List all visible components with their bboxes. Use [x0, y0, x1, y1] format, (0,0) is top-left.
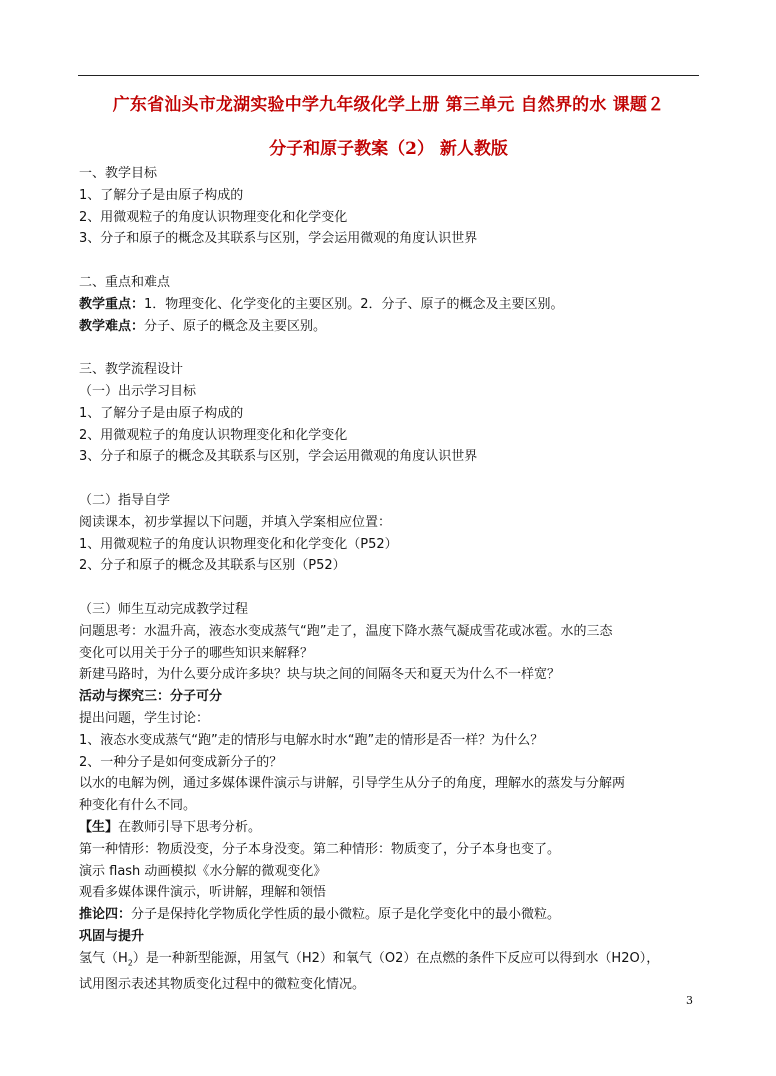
list-item: 2、用微观粒子的角度认识物理变化和化学变化	[79, 209, 348, 225]
consolidate-heading-text: 巩固与提升	[79, 928, 145, 944]
watch-text: 观看多媒体课件演示，听讲解，理解和领悟	[79, 885, 327, 901]
flash-text: 演示 flash 动画模拟《水分解的微观变化》	[79, 863, 327, 879]
question-line: 变化可以用关于分子的哪些知识来解释？	[79, 645, 314, 661]
section2-heading: 二、重点和难点	[79, 274, 171, 290]
section3-heading: 三、教学流程设计	[79, 362, 184, 378]
part2-heading: （二）指导自学	[79, 492, 171, 508]
inference	[79, 904, 704, 926]
activity-heading-text: 活动与探究三：分子可分	[79, 689, 223, 705]
hydrogen-line	[79, 948, 704, 974]
document-title-line1: 广东省汕头市龙湖实验中学九年级化学上册 第三单元 自然界的水 课题２	[112, 95, 665, 115]
hydrogen-sub: 2	[127, 958, 133, 968]
consolidate-heading	[79, 926, 704, 948]
page-number: 3	[686, 994, 693, 1007]
list-item: 1、了解分子是由原子构成的	[79, 405, 244, 421]
part2-intro: 阅读课本，初步掌握以下问题，并填入学案相应位置：	[79, 514, 392, 530]
cases-text: 第一种情形：物质没变，分子本身没变。第二种情形：物质变了，分子本身也变了。	[79, 841, 561, 857]
student-note	[79, 817, 704, 839]
list-item: 2、分子和原子的概念及其联系与区别（P52）	[79, 558, 346, 574]
list-item: 3、分子和原子的概念及其联系与区别，学会运用微观的角度认识世界	[79, 231, 478, 247]
list-item: 2、用微观粒子的角度认识物理变化和化学变化	[79, 427, 348, 443]
spacer	[79, 250, 704, 272]
road-question: 新建马路时，为什么要分成许多块？块与块之间的间隔冬天和夏天为什么不一样宽？	[79, 667, 561, 683]
spacer	[79, 337, 704, 359]
document-title-line2: 分子和原子教案（2） 新人教版	[269, 139, 508, 159]
activity-heading	[79, 686, 704, 708]
key-points-label: 教学重点：	[79, 296, 145, 312]
spacer	[79, 577, 704, 599]
part3-heading: （三）师生互动完成教学过程	[79, 601, 249, 617]
hydrogen-pre: 氢气（H	[79, 950, 128, 966]
list-item: 3、分子和原子的概念及其联系与区别，学会运用微观的角度认识世界	[79, 449, 478, 465]
inference-text: 分子是保持化学物质化学性质的最小微粒。原子是化学变化中的最小微粒。	[131, 907, 561, 923]
electrolysis-line: 以水的电解为例，通过多媒体课件演示与讲解，引导学生从分子的角度，理解水的蒸发与分解两	[79, 776, 626, 792]
student-tag: 【生】	[79, 819, 119, 835]
document-body	[79, 163, 704, 996]
key-points-text: 1．物理变化、化学变化的主要区别。2．分子、原子的概念及主要区别。	[144, 296, 564, 312]
section1-heading: 一、教学目标	[79, 166, 158, 181]
list-item: 2、一种分子是如何变成新分子的？	[79, 754, 283, 770]
difficult-points-label: 教学难点：	[79, 318, 145, 334]
difficult-points	[79, 316, 704, 338]
question-line: 问题思考：水温升高，液态水变成蒸气“跑”走了，温度下降水蒸气凝成雪花或冰雹。水的三态	[79, 623, 613, 639]
list-item: 1、液态水变成蒸气“跑”走的情形与电解水时水“跑”走的情形是否一样？为什么？	[79, 732, 544, 748]
difficult-points-text: 分子、原子的概念及主要区别。	[144, 318, 327, 334]
list-item: 1、用微观粒子的角度认识物理变化和化学变化（P52）	[79, 536, 398, 552]
hydrogen-post: ）是一种新型能源，用氢气（H2）和氧气（O2）在点燃的条件下反应可以得到水（H2O），	[132, 950, 660, 966]
key-points	[79, 294, 704, 316]
discussion-intro: 提出问题，学生讨论：	[79, 710, 210, 726]
inference-label: 推论四：	[79, 907, 132, 923]
header-rule	[78, 75, 699, 76]
student-text: 在教师引导下思考分析。	[118, 819, 262, 835]
hydrogen-line2: 试用图示表述其物质变化过程中的微粒变化情况。	[79, 977, 366, 993]
part1-heading: （一）出示学习目标	[79, 383, 197, 399]
electrolysis-line: 种变化有什么不同。	[79, 798, 197, 814]
spacer	[79, 468, 704, 490]
list-item: 1、了解分子是由原子构成的	[79, 187, 244, 203]
